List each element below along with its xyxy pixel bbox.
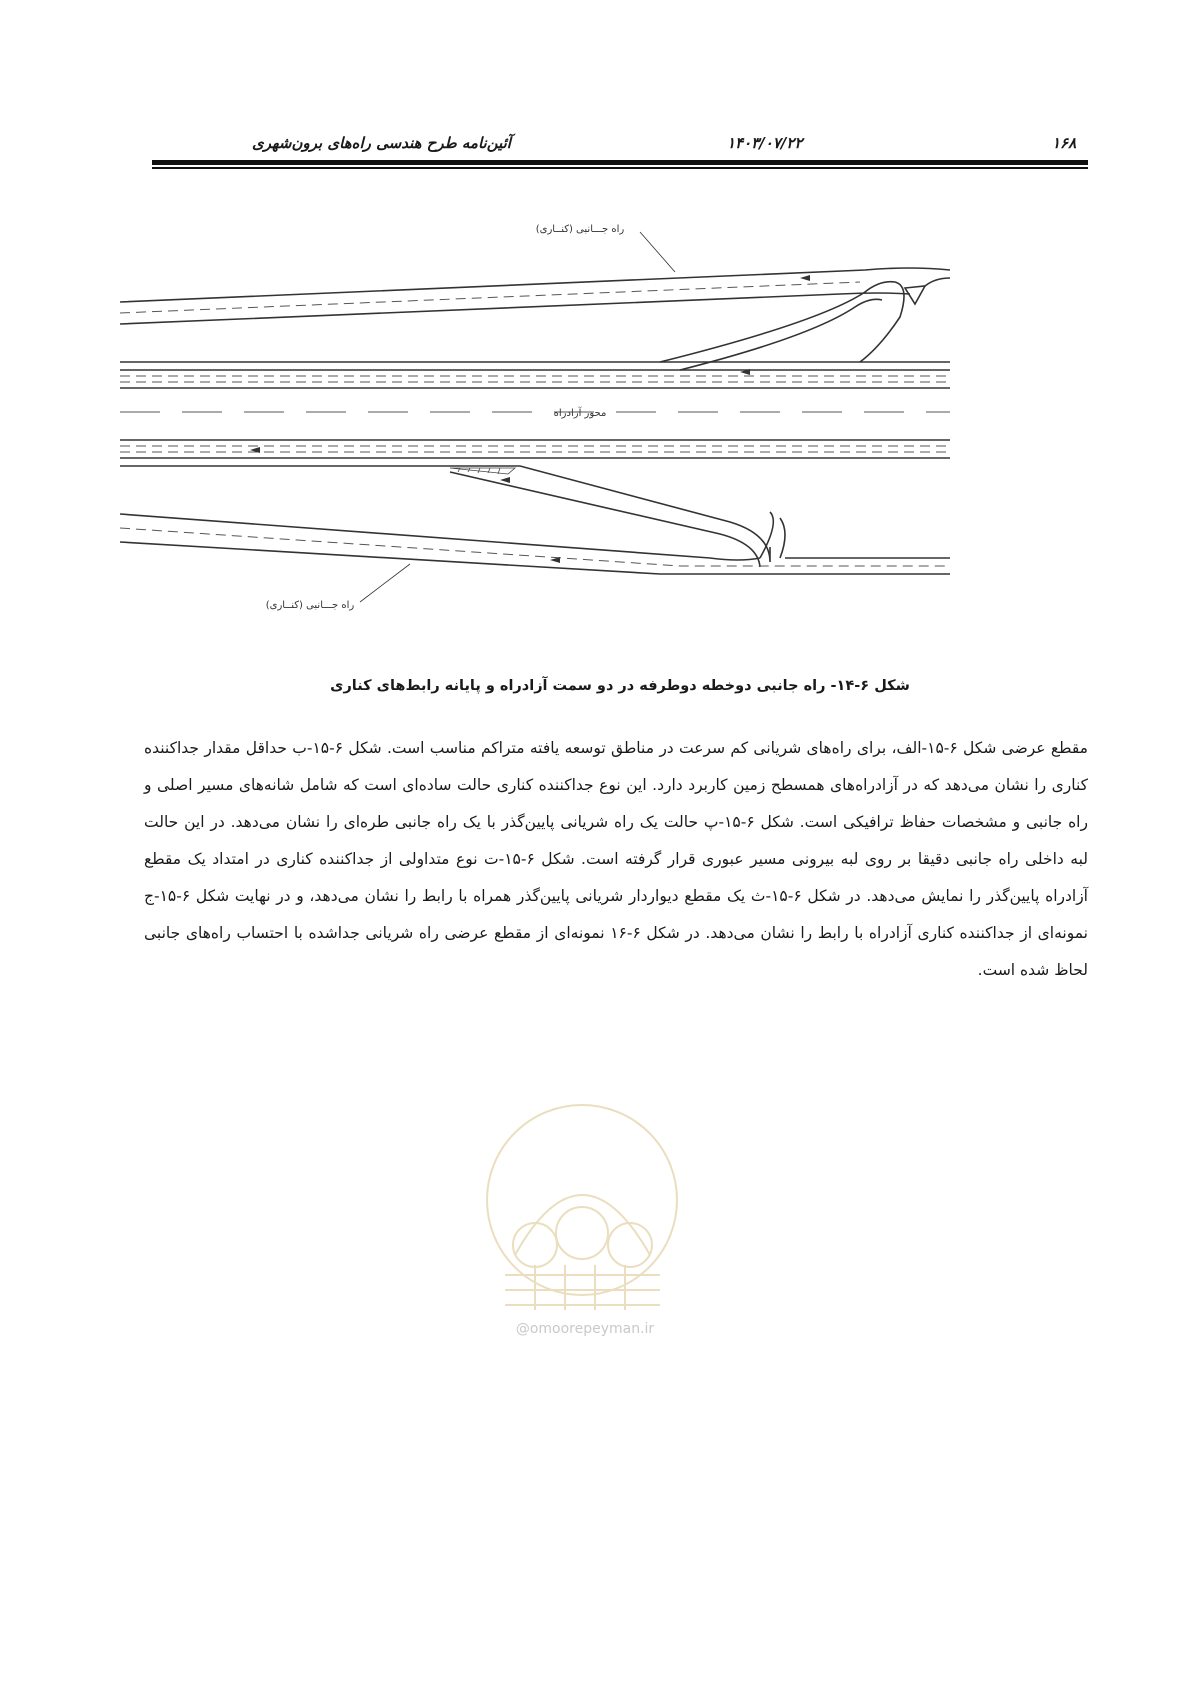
watermark-logo: [475, 1095, 690, 1345]
lower-side-road-centerline: [120, 528, 950, 566]
figure-caption: شکل ۶-۱۴- راه جانبی دوخطه دوطرفه در دو سمت آزادراه و پایانه رابط‌های کناری: [330, 678, 910, 694]
upper-ramp-loop-inner: [680, 299, 882, 370]
lower-ramp-diverge: [290, 466, 770, 562]
upper-right-connector: [925, 278, 950, 286]
header-date: ۱۴۰۳/۰۷/۲۲: [727, 134, 803, 152]
watermark-url: @omoorepeyman.ir: [515, 1321, 655, 1337]
header-title: آئین‌نامه طرح هندسی راه‌های برون‌شهری: [252, 134, 511, 152]
page-number: ۱۶۸: [1052, 134, 1077, 152]
header-rule-thick: [152, 160, 1088, 165]
arrow-4: [500, 477, 510, 483]
upper-side-road-outer-edge: [120, 268, 950, 302]
label-side-road-top: راه جـــانبی (کنــاری): [535, 224, 625, 235]
label-side-road-bottom: راه جـــانبی (کنــاری): [265, 600, 355, 611]
road-diagram-figure: [120, 222, 1040, 662]
label-freeway-axis: محور آزادراه: [553, 408, 607, 419]
upper-island: [905, 286, 925, 304]
body-paragraph: مقطع عرضی شکل ۶-۱۵-الف، برای راه‌های شریانی کم سرعت در مناطق توسعه یافته متراکم مناسب است. شکل ۶-۱۵-ب حداقل مقدار جداکننده کناری را نشان می‌دهد که در آزادراه‌های همسطح زمین کاربرد دارد. این نوع جداکننده کناری حالت ساده‌ای است که شامل شانه‌های مسیر اصلی و راه جانبی و مشخصات حفاظ ترافیکی است. شکل ۶-۱۵-پ حالت یک راه شریانی پایین‌گذر با یک راه جانبی طره‌ای را نشان می‌دهد. در این حالت لبه داخلی راه جانبی دقیقا بر روی لبه بیرونی مسیر عبوری قرار گرفته است. شکل ۶-۱۵-ت نوع متداولی از جداکننده کناری در امتداد یک مقطع آزادراه پایین‌گذر را نمایش می‌دهد. در شکل ۶-۱۵-ث یک مقطع دیواردار شریانی پایین‌گذر همراه با رابط را نشان می‌دهد، و در نهایت شکل ۶-۱۵-ج نمونه‌ای از جداکننده کناری آزادراه با رابط را نشان می‌دهد. در شکل ۶-۱۶ نمونه‌ای از مقطع عرضی راه شریانی جداشده با احتساب راه‌های جانبی لحاظ شده است.: [144, 739, 1088, 979]
lower-ramp-inner: [450, 472, 760, 567]
lower-ramp-loop: [760, 512, 785, 558]
arrow-1: [800, 275, 810, 281]
header-rule-thin: [152, 167, 1088, 169]
